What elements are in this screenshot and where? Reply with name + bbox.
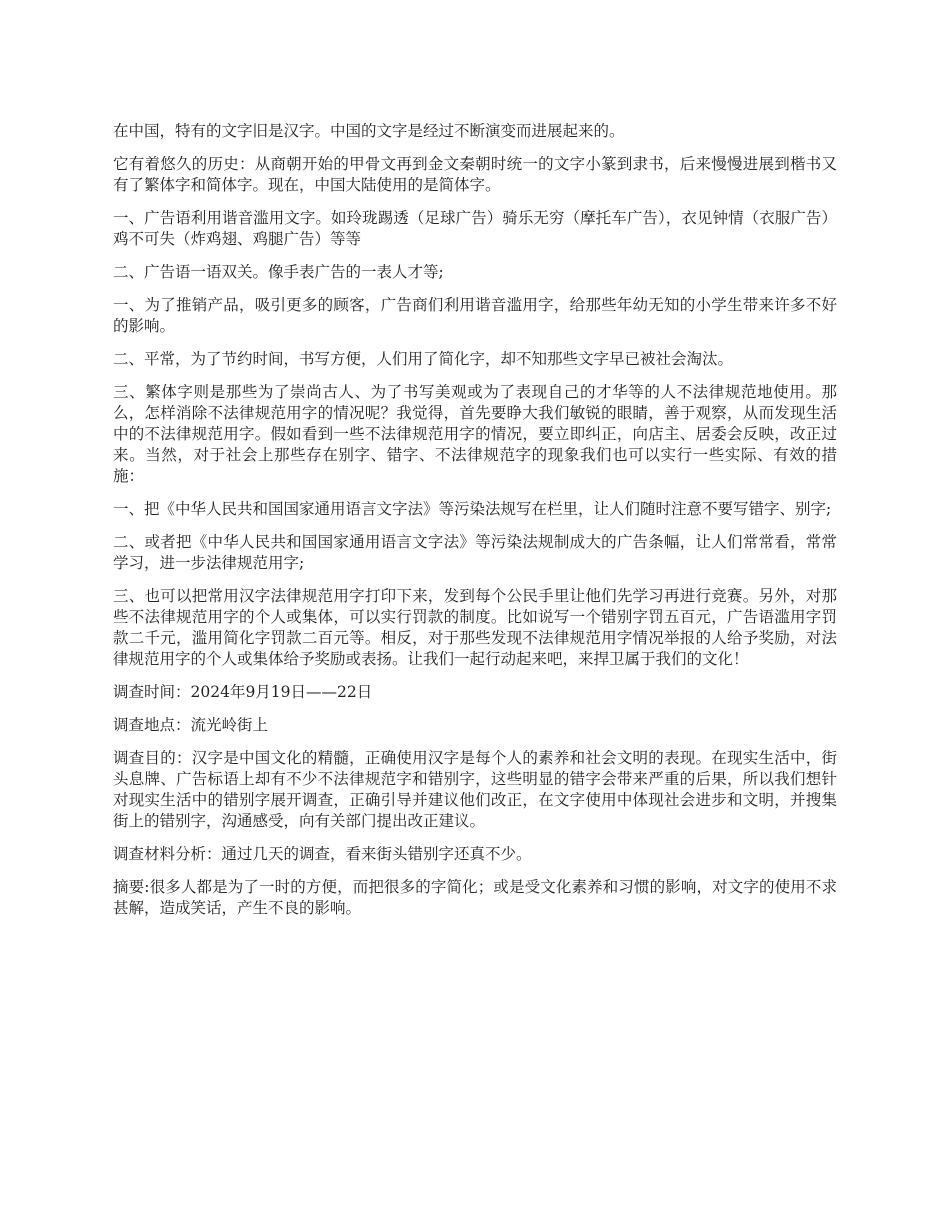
paragraph-ad-pun: 二、广告语一语双关。像手表广告的一表人才等; <box>113 263 444 281</box>
paragraph-history: 它有着悠久的历史：从商朝开始的甲骨文再到金文秦朝时统一的文字小篆到隶书，后来慢慢进展到楷书又有了繁体字和简体字。现在，中国大陆使用的是简体字。 <box>113 155 837 194</box>
paragraph-survey-location: 调查地点：流光岭街上 <box>113 716 269 734</box>
paragraph-measure-2: 二、或者把《中华人民共和国国家通用语言文字法》等污染法规制成大的广告条幅，让人们常常看，常常学习，进一步法律规范用字; <box>113 533 837 572</box>
paragraph-survey-purpose: 调查目的：汉字是中国文化的精髓，正确使用汉字是每个人的素养和社会文明的表现。在现实生活中，街头息牌、广告标语上却有不少不法律规范字和错别字，这些明显的错字会带来严重的后果，所以我们想针对现实生活中的错别字展开调查，正确引导并建议他们改正，在文字使用中体现社会进步和文明，并搜集街上的错别字，沟通感受，向有关部门提出改正建议。 <box>113 749 837 830</box>
paragraph-ad-homophone: 一、广告语利用谐音滥用文字。如玲珑踢透（足球广告）骑乐无穷（摩托车广告），衣见钟情（衣服广告）鸡不可失（炸鸡翅、鸡腿广告）等等 <box>113 209 837 248</box>
paragraph-summary: 摘要:很多人都是为了一时的方便，而把很多的字简化；或是受文化素养和习惯的影响，对文字的使用不求甚解，造成笑话，产生不良的影响。 <box>113 878 837 917</box>
paragraph-measure-1: 一、把《中华人民共和国国家通用语言文字法》等污染法规写在栏里，让人们随时注意不要写错字、别字; <box>113 500 832 518</box>
document-body <box>113 121 837 931</box>
paragraph-reason-2: 二、平常，为了节约时间，书写方便，人们用了简化字，却不知那些文字早已被社会淘汰。 <box>113 350 734 368</box>
paragraph-measure-3: 三、也可以把常用汉字法律规范用字打印下来，发到每个公民手里让他们先学习再进行竞赛。另外，对那些不法律规范用字的个人或集体，可以实行罚款的制度。比如说写一个错别字罚五百元，广告语滥用字罚款二千元，滥用简化字罚款二百元等。相反，对于那些发现不法律规范用字情况举报的人给予奖励，对法律规范用字的个人或集体给予奖励或表扬。让我们一起行动起来吧，来捍卫属于我们的文化！ <box>113 587 837 668</box>
paragraph-reason-3: 三、繁体字则是那些为了崇尚古人、为了书写美观或为了表现自己的才华等的人不法律规范地使用。那么，怎样消除不法律规范用字的情况呢？我觉得，首先要睁大我们敏锐的眼睛，善于观察，从而发现生活中的不法律规范用字。假如看到一些不法律规范用字的情况，要立即纠正，向店主、居委会反映，改正过来。当然，对于社会上那些存在别字、错字、不法律规范字的现象我们也可以实行一些实际、有效的措施： <box>113 383 837 485</box>
paragraph-reason-1: 一、为了推销产品，吸引更多的顾客，广告商们利用谐音滥用字，给那些年幼无知的小学生带来许多不好的影响。 <box>113 296 837 335</box>
paragraph-survey-analysis: 调查材料分析：通过几天的调查，看来街头错别字还真不少。 <box>113 845 532 863</box>
paragraph-survey-time: 调查时间：2024年9月19日——22日 <box>113 683 373 701</box>
paragraph-intro: 在中国，特有的文字旧是汉字。中国的文字是经过不断演变而进展起来的。 <box>113 122 625 140</box>
